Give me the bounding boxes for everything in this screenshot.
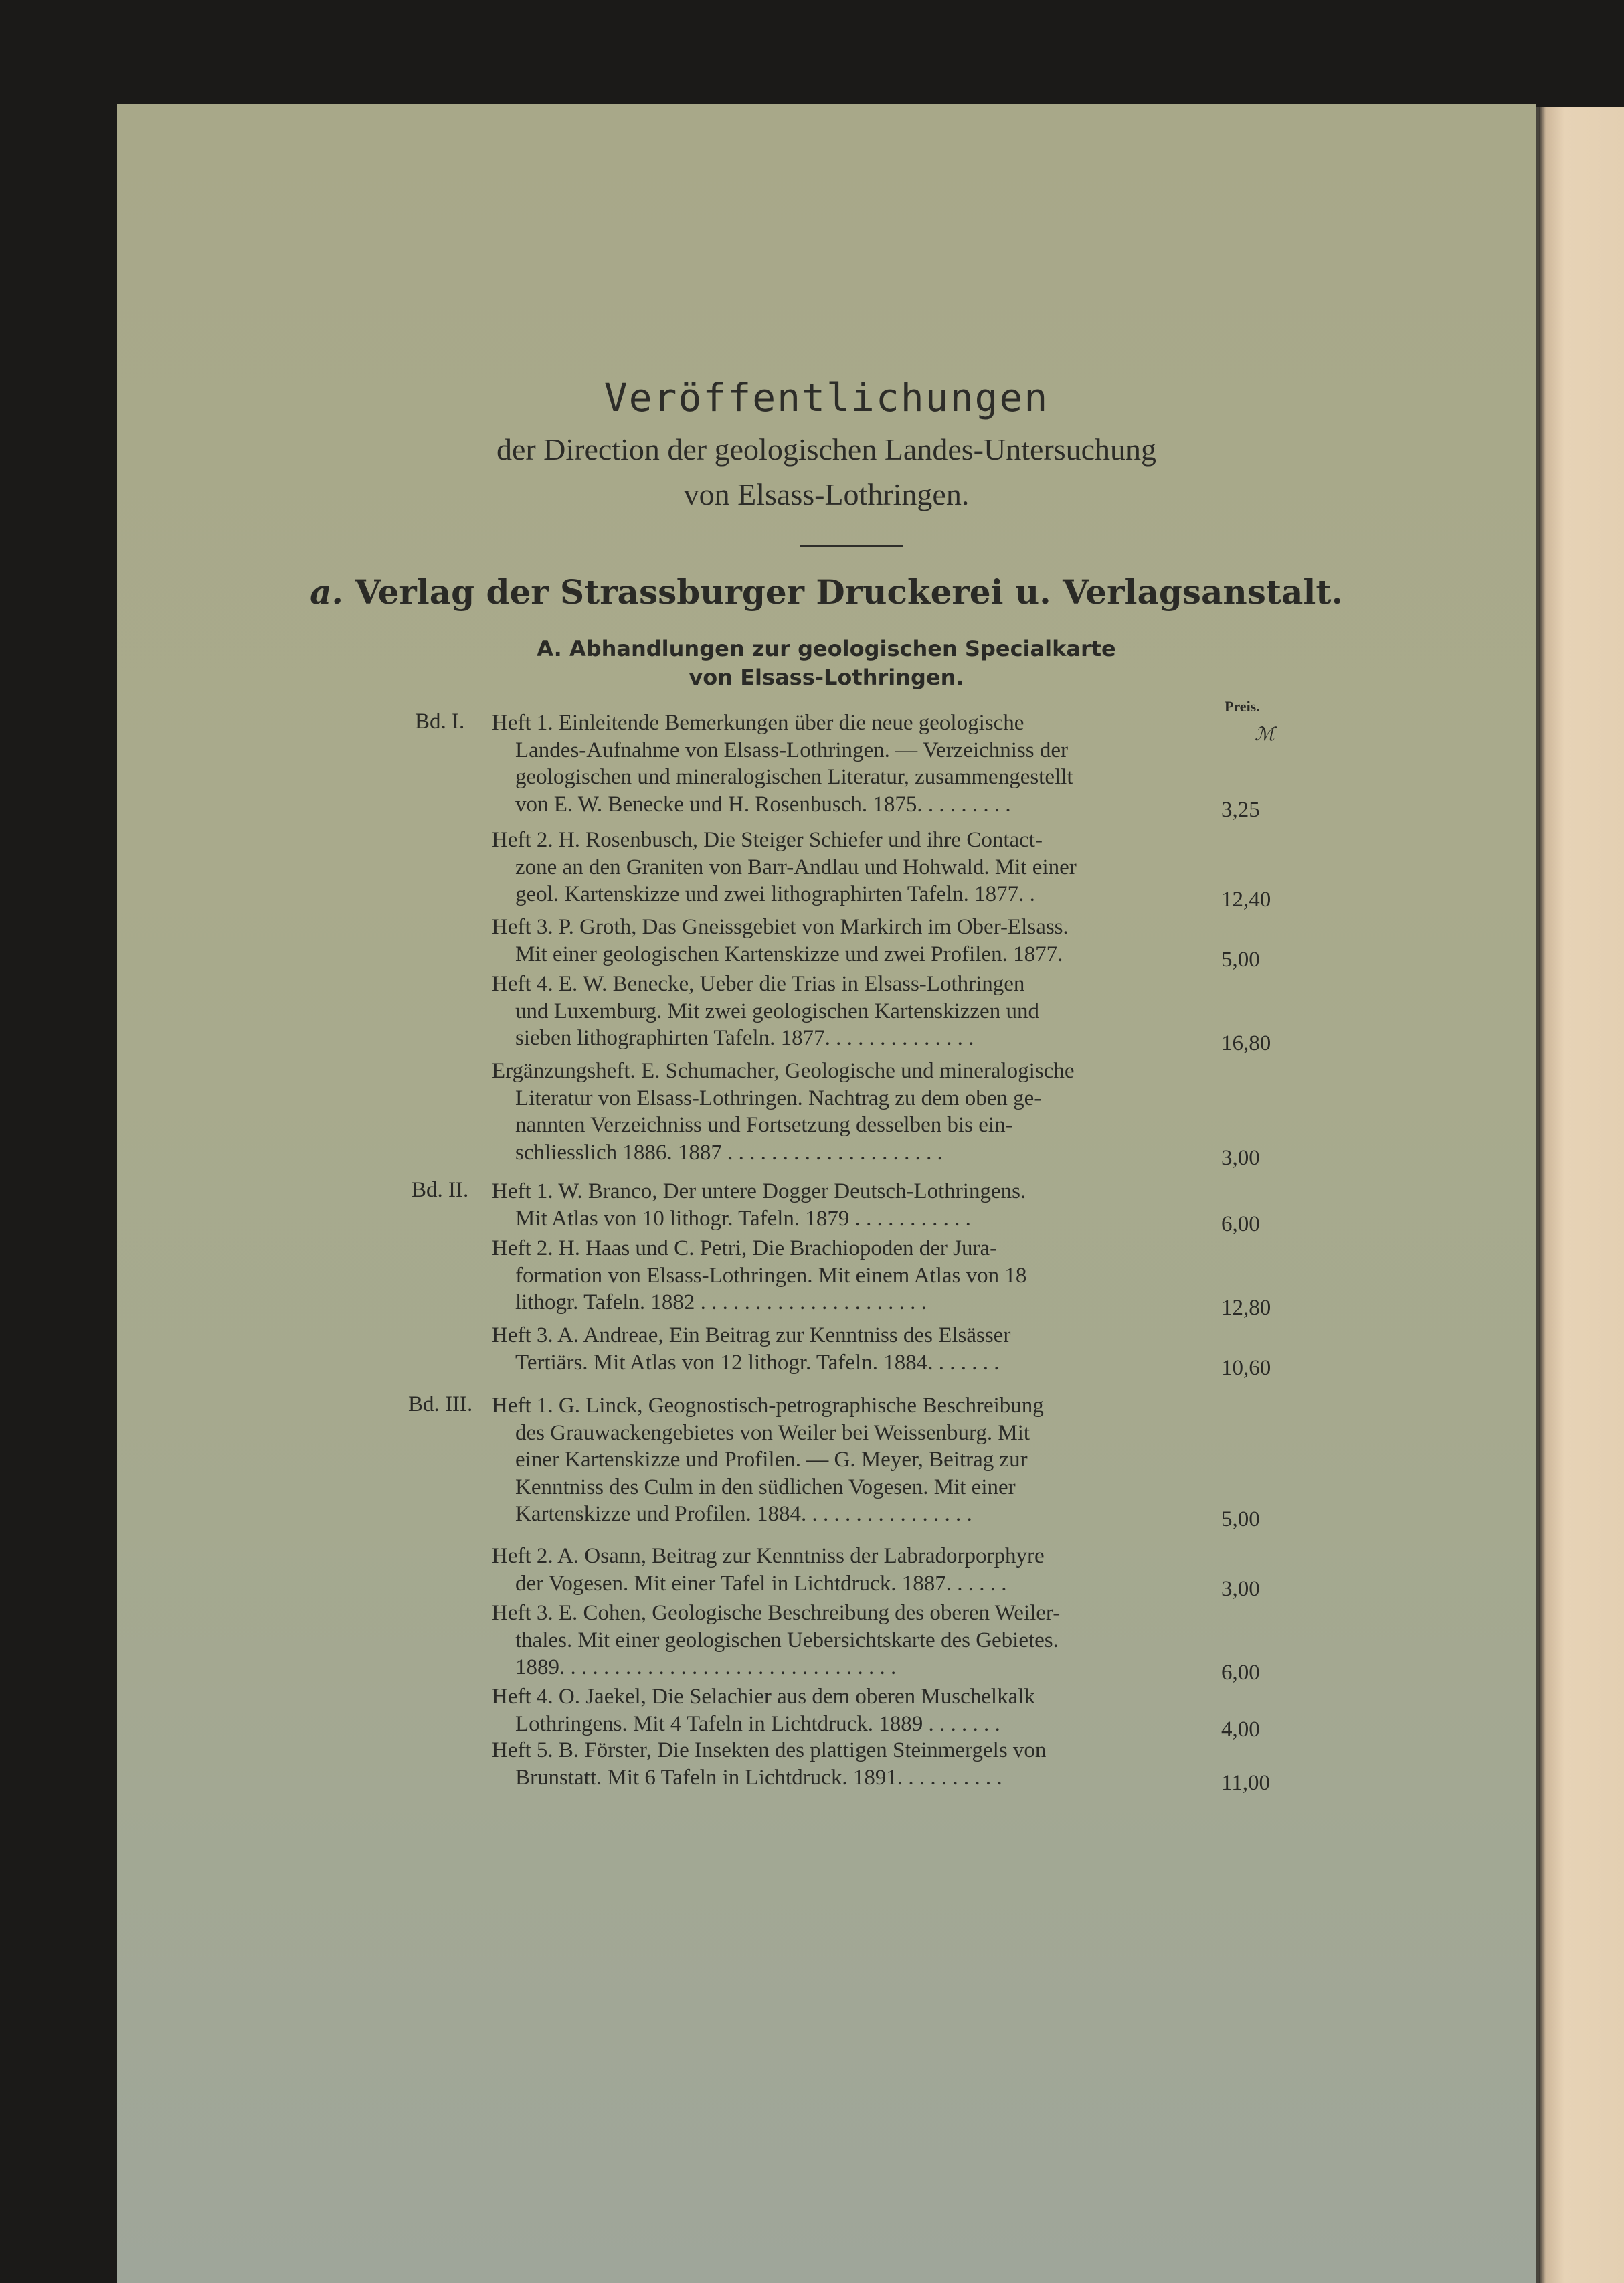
series-title-line-2: von Elsass-Lothringen.: [689, 665, 964, 690]
cover-page: [117, 104, 1536, 2283]
entry-price: 4,00: [1221, 1717, 1260, 1742]
entry-continuation-line: sieben lithographirten Tafeln. 1877. . . . . . . . . . . . . .: [515, 1026, 974, 1050]
subtitle-line-2: von Elsass-Lothringen.: [683, 477, 970, 511]
entry-continuation-line: 1889. . . . . . . . . . . . . . . . . . . . . . . . . . . . . . .: [515, 1655, 897, 1679]
entry-price: 5,00: [1221, 947, 1260, 972]
entry-continuation-line: Mit einer geologischen Kartenskizze und zwei Profilen. 1877.: [515, 942, 1063, 966]
entry-continuation-line: Kartenskizze und Profilen. 1884. . . . . . . . . . . . . . . .: [515, 1502, 972, 1526]
entry-first-line: Heft 4. O. Jaekel, Die Selachier aus dem oberen Muschelkalk: [492, 1685, 1035, 1709]
entry-price: 12,80: [1221, 1296, 1271, 1320]
price-unit-symbol: ℳ: [1255, 724, 1275, 745]
entry-continuation-line: Mit Atlas von 10 lithogr. Tafeln. 1879 . . . . . . . . . . .: [515, 1206, 971, 1231]
book-spine: [1539, 107, 1624, 2283]
entry-first-line: Heft 2. H. Rosenbusch, Die Steiger Schiefer und ihre Contact-: [492, 828, 1043, 852]
entry-first-line: Heft 2. H. Haas und C. Petri, Die Brachiopoden der Jura-: [492, 1236, 998, 1260]
entry-continuation-line: Tertiärs. Mit Atlas von 12 lithogr. Tafeln. 1884. . . . . . .: [515, 1350, 1000, 1375]
entry-price: 3,00: [1221, 1576, 1260, 1601]
entry-continuation-line: einer Kartenskizze und Profilen. — G. Meyer, Beitrag zur: [515, 1448, 1028, 1472]
publication-entry: [492, 709, 1235, 818]
entry-continuation-line: des Grauwackengebietes von Weiler bei Weissenburg. Mit: [515, 1420, 1030, 1445]
entry-continuation-line: der Vogesen. Mit einer Tafel in Lichtdruck. 1887. . . . . .: [515, 1571, 1007, 1596]
entry-continuation-line: schliesslich 1886. 1887 . . . . . . . . . . . . . . . . . . . .: [515, 1140, 943, 1165]
entry-continuation-line: zone an den Graniten von Barr-Andlau und Hohwald. Mit einer: [515, 855, 1077, 879]
entry-price: 16,80: [1221, 1031, 1271, 1055]
publication-entry: [492, 1178, 1235, 1232]
entry-continuation-line: formation von Elsass-Lothringen. Mit einem Atlas von 18: [515, 1263, 1027, 1288]
page-title: Veröffentlichungen: [604, 375, 1049, 420]
publication-entry: [492, 1683, 1235, 1738]
publication-entry: [492, 1392, 1235, 1528]
entry-continuation-line: lithogr. Tafeln. 1882 . . . . . . . . . . . . . . . . . . . . .: [515, 1290, 927, 1315]
entry-first-line: Ergänzungsheft. E. Schumacher, Geologische und mineralogische: [492, 1059, 1075, 1083]
entry-price: 10,60: [1221, 1355, 1271, 1380]
publication-entry: [492, 1737, 1235, 1791]
publisher-heading: [117, 572, 1536, 612]
entry-first-line: Heft 2. A. Osann, Beitrag zur Kenntniss der Labradorporphyre: [492, 1544, 1045, 1568]
publication-entry: [492, 1543, 1235, 1597]
entry-price: 11,00: [1221, 1770, 1271, 1795]
entry-price: 3,00: [1221, 1145, 1260, 1170]
entry-continuation-line: von E. W. Benecke und H. Rosenbusch. 1875. . . . . . . . .: [515, 792, 1011, 817]
publication-entry: [492, 1600, 1235, 1681]
entry-first-line: Heft 3. P. Groth, Das Gneissgebiet von Markirch im Ober-Elsass.: [492, 915, 1069, 939]
price-column-label: Preis.: [1225, 698, 1260, 715]
entry-price: 12,40: [1221, 887, 1271, 912]
entry-first-line: Heft 3. A. Andreae, Ein Beitrag zur Kenntniss des Elsässer: [492, 1323, 1011, 1347]
publication-entry: [492, 1235, 1235, 1317]
entry-first-line: Heft 1. W. Branco, Der untere Dogger Deutsch-Lothringens.: [492, 1179, 1026, 1203]
entry-continuation-line: geologischen und mineralogischen Literatur, zusammengestellt: [515, 765, 1073, 789]
volume-label-3: Bd. III.: [408, 1392, 473, 1416]
entry-continuation-line: Lothringens. Mit 4 Tafeln in Lichtdruck. 1889 . . . . . . .: [515, 1711, 1000, 1736]
publication-entry: [492, 914, 1235, 968]
entry-continuation-line: nannten Verzeichniss und Fortsetzung desselben bis ein-: [515, 1113, 1013, 1137]
entry-price: 5,00: [1221, 1507, 1260, 1531]
entry-continuation-line: Landes-Aufnahme von Elsass-Lothringen. — Verzeichniss der: [515, 738, 1068, 762]
entry-first-line: Heft 3. E. Cohen, Geologische Beschreibung des oberen Weiler-: [492, 1601, 1061, 1625]
subtitle-line-1: der Direction der geologischen Landes-Untersuchung: [496, 432, 1157, 467]
entry-price: 6,00: [1221, 1211, 1260, 1236]
publication-entry: [492, 1058, 1235, 1166]
entry-price: 3,25: [1221, 797, 1260, 822]
publication-entry: [492, 827, 1235, 908]
entry-first-line: Heft 5. B. Förster, Die Insekten des plattigen Steinmergels von: [492, 1738, 1047, 1762]
entry-continuation-line: Brunstatt. Mit 6 Tafeln in Lichtdruck. 1891. . . . . . . . . .: [515, 1765, 1002, 1790]
entry-continuation-line: Literatur von Elsass-Lothringen. Nachtrag zu dem oben ge-: [515, 1086, 1042, 1110]
publication-entry: [492, 1322, 1235, 1376]
series-title-line-1: A. Abhandlungen zur geologischen Specialkarte: [537, 636, 1116, 661]
entry-first-line: Heft 4. E. W. Benecke, Ueber die Trias in Elsass-Lothringen: [492, 972, 1025, 996]
publication-entry: [492, 970, 1235, 1052]
entry-price: 6,00: [1221, 1661, 1260, 1685]
publisher-letter: a.: [310, 572, 343, 612]
entry-first-line: Heft 1. Einleitende Bemerkungen über die neue geologische: [492, 711, 1024, 735]
entry-continuation-line: geol. Kartenskizze und zwei lithographirten Tafeln. 1877. .: [515, 882, 1035, 906]
entry-continuation-line: und Luxemburg. Mit zwei geologischen Kartenskizzen und: [515, 999, 1039, 1023]
publisher-name: Verlag der Strassburger Druckerei u. Verlagsanstalt.: [355, 572, 1343, 612]
title-divider: [800, 545, 903, 547]
entry-continuation-line: Kenntniss des Culm in den südlichen Vogesen. Mit einer: [515, 1474, 1016, 1499]
volume-label-2: Bd. II.: [412, 1178, 469, 1202]
entry-first-line: Heft 1. G. Linck, Geognostisch-petrographische Beschreibung: [492, 1393, 1044, 1418]
volume-label-1: Bd. I.: [415, 709, 465, 734]
entry-continuation-line: thales. Mit einer geologischen Uebersichtskarte des Gebietes.: [515, 1628, 1059, 1653]
